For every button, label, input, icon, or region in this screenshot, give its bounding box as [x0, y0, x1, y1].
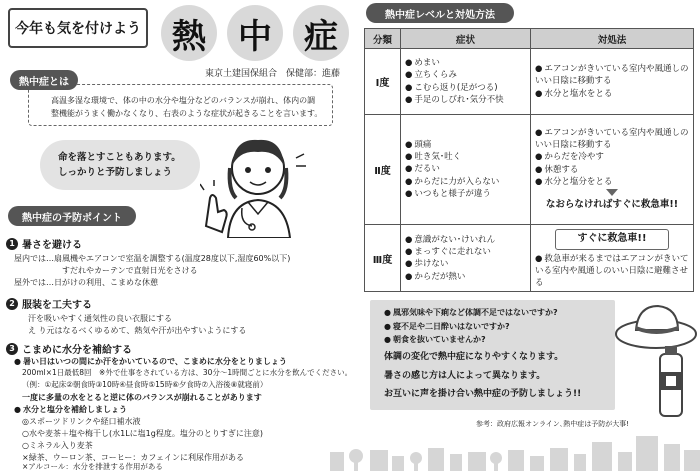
level-cell: Ⅰ度 [365, 49, 401, 115]
tip-message: お互いに声を掛け合い熱中症の予防しましょう!! [384, 389, 582, 400]
table-row [365, 225, 694, 292]
callout-bubble [40, 140, 200, 190]
section-3-heading [6, 341, 132, 356]
prevention-label: 熱中症の予防ポイント [8, 206, 136, 226]
actions-cell [531, 49, 694, 115]
hat-and-bottle-icon [612, 300, 700, 420]
section-number: 2 [6, 298, 18, 310]
symptom-item: ● からだに力が入らない [405, 176, 526, 188]
section-3-line: 200ml×1日最低8回 ※外で仕事をされている方は、30分〜1時間ごとに水分を飲んでください。 [22, 368, 353, 377]
symptom-item: ● だるい [405, 163, 526, 175]
reference-note: 参考：政府広報オンライン､熱中症は予防が大事! [476, 420, 630, 428]
header-actions: 対処法 [531, 29, 694, 49]
action-item: ● 救急車が来るまではエアコンがきいている室内や風通しのいい日陰に避難させる [535, 253, 689, 290]
section-3-line: ◎スポーツドリンクや経口補水液 [22, 417, 141, 426]
header-symptoms: 症状 [401, 29, 531, 49]
action-item: ● からだを冷やす [535, 151, 689, 163]
section-3-line: ● 暑い日はいつの間にか汗をかいているので、こまめに水分をとりましょう [14, 356, 287, 368]
tip-message: 暑さの感じ方は人によって異なります。 [384, 370, 546, 381]
symptoms-cell [401, 225, 531, 292]
title-char-2: 中 [227, 5, 283, 61]
section-title: 暑さを避ける [22, 240, 82, 251]
org-credit: 東京土建国保組合 保健部：進藤 [205, 69, 341, 79]
section-number: 1 [6, 238, 18, 250]
arrow-down-icon [606, 189, 618, 196]
callout-line: 命を落とすこともあります。 [58, 151, 181, 163]
levels-label: 熱中症レベルと対処方法 [366, 3, 514, 23]
tip-question: ● 風邪気味や下痢など体調不足ではないですか? [384, 306, 607, 320]
section-title: こまめに水分を補給する [22, 345, 132, 356]
symptom-item: ● まっすぐに走れない [405, 246, 526, 258]
header-level: 分類 [365, 29, 401, 49]
intro-box [28, 84, 333, 126]
section-3-line: （例：①起床②朝食時③10時④昼食時⑤15時⑥夕食時⑦入浴後⑧就寝前） [22, 380, 268, 389]
symptom-item: ● 手足のしびれ･気分不快 [405, 94, 526, 106]
table-row [365, 49, 694, 115]
actions-cell [531, 115, 694, 225]
emergency-box: すぐに救急車!! [555, 229, 669, 250]
levels-table [364, 28, 694, 292]
level-cell: Ⅱ度 [365, 115, 401, 225]
tip-question: ● 寝不足や二日酔いはないですか? [384, 320, 607, 334]
symptom-item: ● 立ちくらみ [405, 69, 526, 81]
section-1-line: すだれやカーテンで直射日光をさける [62, 266, 198, 275]
symptom-item: ● めまい [405, 57, 526, 69]
title-char-3: 症 [293, 5, 349, 61]
action-item: ● 水分と塩分をとる [535, 176, 689, 188]
action-item: ● エアコンがきいている室内や風通しのいい日陰に移動する [535, 127, 689, 152]
section-2-line: え り元はなるべくゆるめて、熱気や汗が出やすいようにする [28, 326, 247, 335]
tips-box [370, 300, 615, 410]
ambulance-callout: なおらなければすぐに救急車!! [545, 199, 679, 211]
symptom-item: ● からだが熱い [405, 271, 526, 283]
section-3-line: ○ミネラル入り麦茶 [22, 441, 93, 450]
action-item: ● エアコンがきいている室内や風通しのいい日陰に移動する [535, 63, 689, 88]
action-item: ● 水分と塩水をとる [535, 88, 689, 100]
header-left-title: 今年も気を付けよう [8, 8, 148, 48]
main-title [155, 4, 355, 62]
callout-line: しっかりと予防しましょう [58, 167, 173, 178]
section-3-line: 一度に多量の水をとると逆に体のバランスが崩れることがあります [22, 393, 262, 402]
symptom-item: ● 頭痛 [405, 139, 526, 151]
section-3-line: ○水や麦茶＋塩や梅干し(水1Lに塩1g程度。塩分のとりすぎに注意) [22, 429, 263, 438]
city-skyline-icon [330, 428, 700, 471]
table-header-row [365, 29, 694, 49]
nurse-illustration-icon [200, 128, 310, 238]
section-1-line: 屋内では…扇風機やエアコンで室温を調整する(温度28度以下,湿度60%以下) [14, 254, 291, 263]
section-title: 服装を工夫する [22, 300, 92, 311]
level-cell: Ⅲ度 [365, 225, 401, 292]
symptom-item: ● 意識がない･けいれん [405, 234, 526, 246]
symptom-item: ● いつもと様子が違う [405, 188, 526, 200]
intro-line: 高温多湿な環境で、体の中の水分や塩分などのバランスが崩れ、体内の調 [51, 96, 316, 105]
tip-question: ● 朝食を抜いていませんか? [384, 333, 607, 347]
section-1-heading [6, 236, 82, 251]
section-3-line: ● 水分と塩分を補給しましょう [14, 404, 127, 416]
symptoms-cell [401, 115, 531, 225]
table-row [365, 115, 694, 225]
section-2-line: 汗を吸いやすく通気性の良い衣服にする [28, 314, 172, 323]
symptom-item: ● 歩けない [405, 258, 526, 270]
action-item: ● 休憩する [535, 164, 689, 176]
section-number: 3 [6, 343, 18, 355]
symptom-item: ● こむら返り(足がつる) [405, 82, 526, 94]
intro-label: 熱中症とは [10, 70, 78, 90]
title-char-1: 熱 [161, 5, 217, 61]
tip-message: 体調の変化で熱中症になりやすくなります。 [384, 351, 564, 362]
section-2-heading [6, 296, 92, 311]
section-3-line: ×緑茶、ウーロン茶、コーヒー：カフェインに利尿作用がある [22, 453, 244, 462]
section-1-line: 屋外では…日がけの利用、こまめな休憩 [14, 278, 158, 287]
actions-cell [531, 225, 694, 292]
section-3-line: ×アルコール：水分を排泄する作用がある [22, 462, 163, 471]
intro-line: 整機能がうまく働かなくなり、右表のような症状が起きることを言います。 [51, 108, 323, 118]
symptoms-cell [401, 49, 531, 115]
symptom-item: ● 吐き気･吐く [405, 151, 526, 163]
